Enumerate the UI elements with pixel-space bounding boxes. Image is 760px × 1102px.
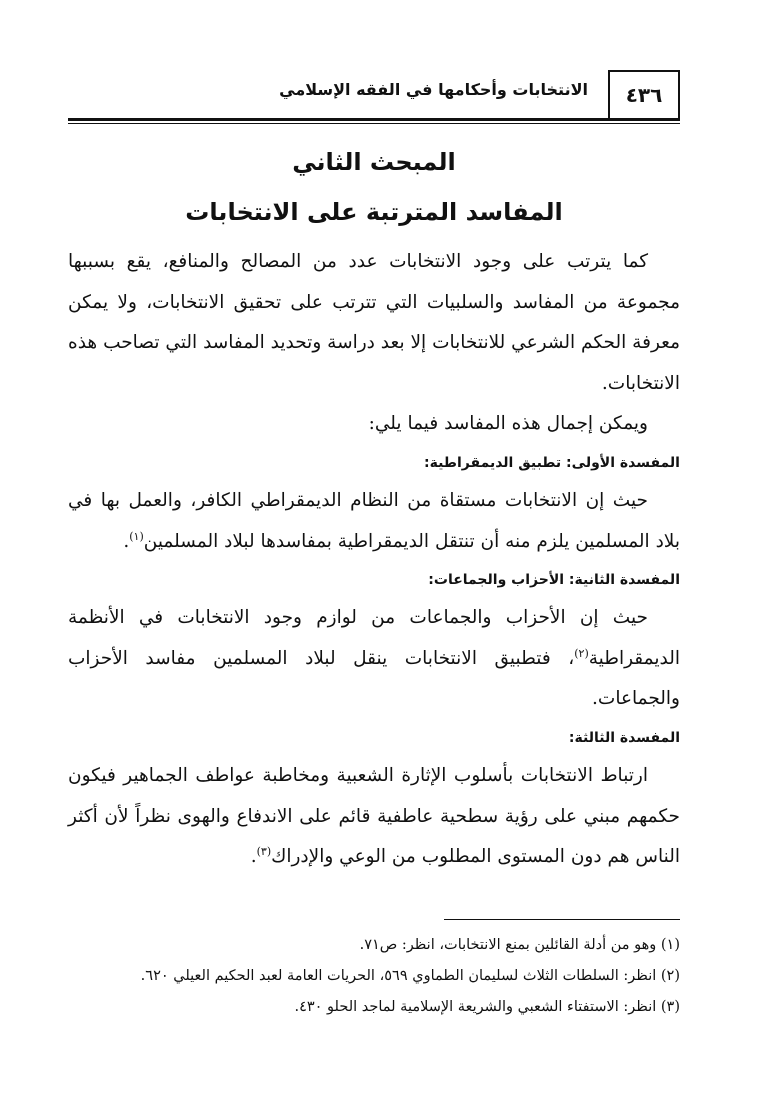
- footnote-ref-3[interactable]: (٣): [256, 844, 272, 858]
- running-title: الانتخابات وأحكامها في الفقه الإسلامي: [279, 80, 588, 99]
- section-title: المبحث الثاني: [292, 148, 456, 176]
- header-rule-thick: [68, 118, 680, 121]
- intro-lead-in: ويمكن إجمال هذه المفاسد فيما يلي:: [368, 413, 648, 435]
- intro-paragraph: كما يترتب على وجود الانتخابات عدد من المصالح والمنافع، يقع بسببها مجموعة من المفاسد والسلبيات التي تترتب على تحقيق الانتخابات، ولا يمكن معرفة الحكم الشرعي للانتخابات إلا بعد دراسة وتحديد المفاسد التي تصاحب هذه الانتخابات.: [68, 251, 680, 394]
- page-header: [68, 70, 680, 126]
- footnote-ref-1[interactable]: (١): [129, 529, 144, 543]
- harm-3-text: ارتباط الانتخابات بأسلوب الإثارة الشعبية ومخاطبة عواطف الجماهير فيكون حكمهم مبني على رؤية سطحية عاطفية قائم على الاندفاع والهوى نظراً لأن أكثر الناس هم دون المستوى المطلوب من الوعي والإدراك: [68, 764, 680, 868]
- header-rule-thin: [68, 123, 680, 124]
- harm-1-text: حيث إن الانتخابات مستقاة من النظام الديمقراطي الكافر، والعمل بها في بلاد المسلمين يلزم منه أن تنتقل الديمقراطية بمفاسدها لبلاد المسلمين: [68, 489, 680, 552]
- harm-2-text-a: حيث إن الأحزاب والجماعات من لوازم وجود الانتخابات في الأنظمة الديمقراطية: [68, 607, 680, 669]
- harm-1-paragraph: [68, 481, 680, 562]
- section-subtitle: المفاسد المترتبة على الانتخابات: [185, 198, 563, 226]
- harm-3-paragraph: [68, 756, 680, 878]
- harm-3-heading: المفسدة الثالثة:: [568, 729, 680, 746]
- footnote-2: (٢) انظر: السلطات الثلاث لسليمان الطماوي ٥٦٩، الحريات العامة لعبد الحكيم العيلي ٦٢٠.: [140, 968, 680, 984]
- footnote-ref-2[interactable]: (٢): [574, 646, 589, 660]
- footnote-separator: [444, 919, 680, 920]
- harm-3-end: .: [250, 846, 257, 868]
- harm-2-heading: المفسدة الثانية: الأحزاب والجماعات:: [428, 572, 680, 589]
- harm-1-heading: المفسدة الأولى: تطبيق الديمقراطية:: [424, 454, 680, 471]
- harm-2-text-b: ، فتطبيق الانتخابات ينقل لبلاد المسلمين مفاسد الأحزاب والجماعات.: [68, 647, 680, 710]
- harm-1-end: .: [123, 530, 130, 552]
- page-number: ٤٣٦: [608, 70, 680, 120]
- body-text: [68, 242, 680, 878]
- harm-2-paragraph: [68, 598, 680, 720]
- footnote-3: (٣) انظر: الاستفتاء الشعبي والشريعة الإسلامية لماجد الحلو ٤٣٠.: [294, 999, 680, 1015]
- footnote-1: (١) وهو من أدلة القائلين بمنع الانتخابات، انظر: ص٧١.: [359, 937, 680, 953]
- footnotes: [68, 930, 680, 1023]
